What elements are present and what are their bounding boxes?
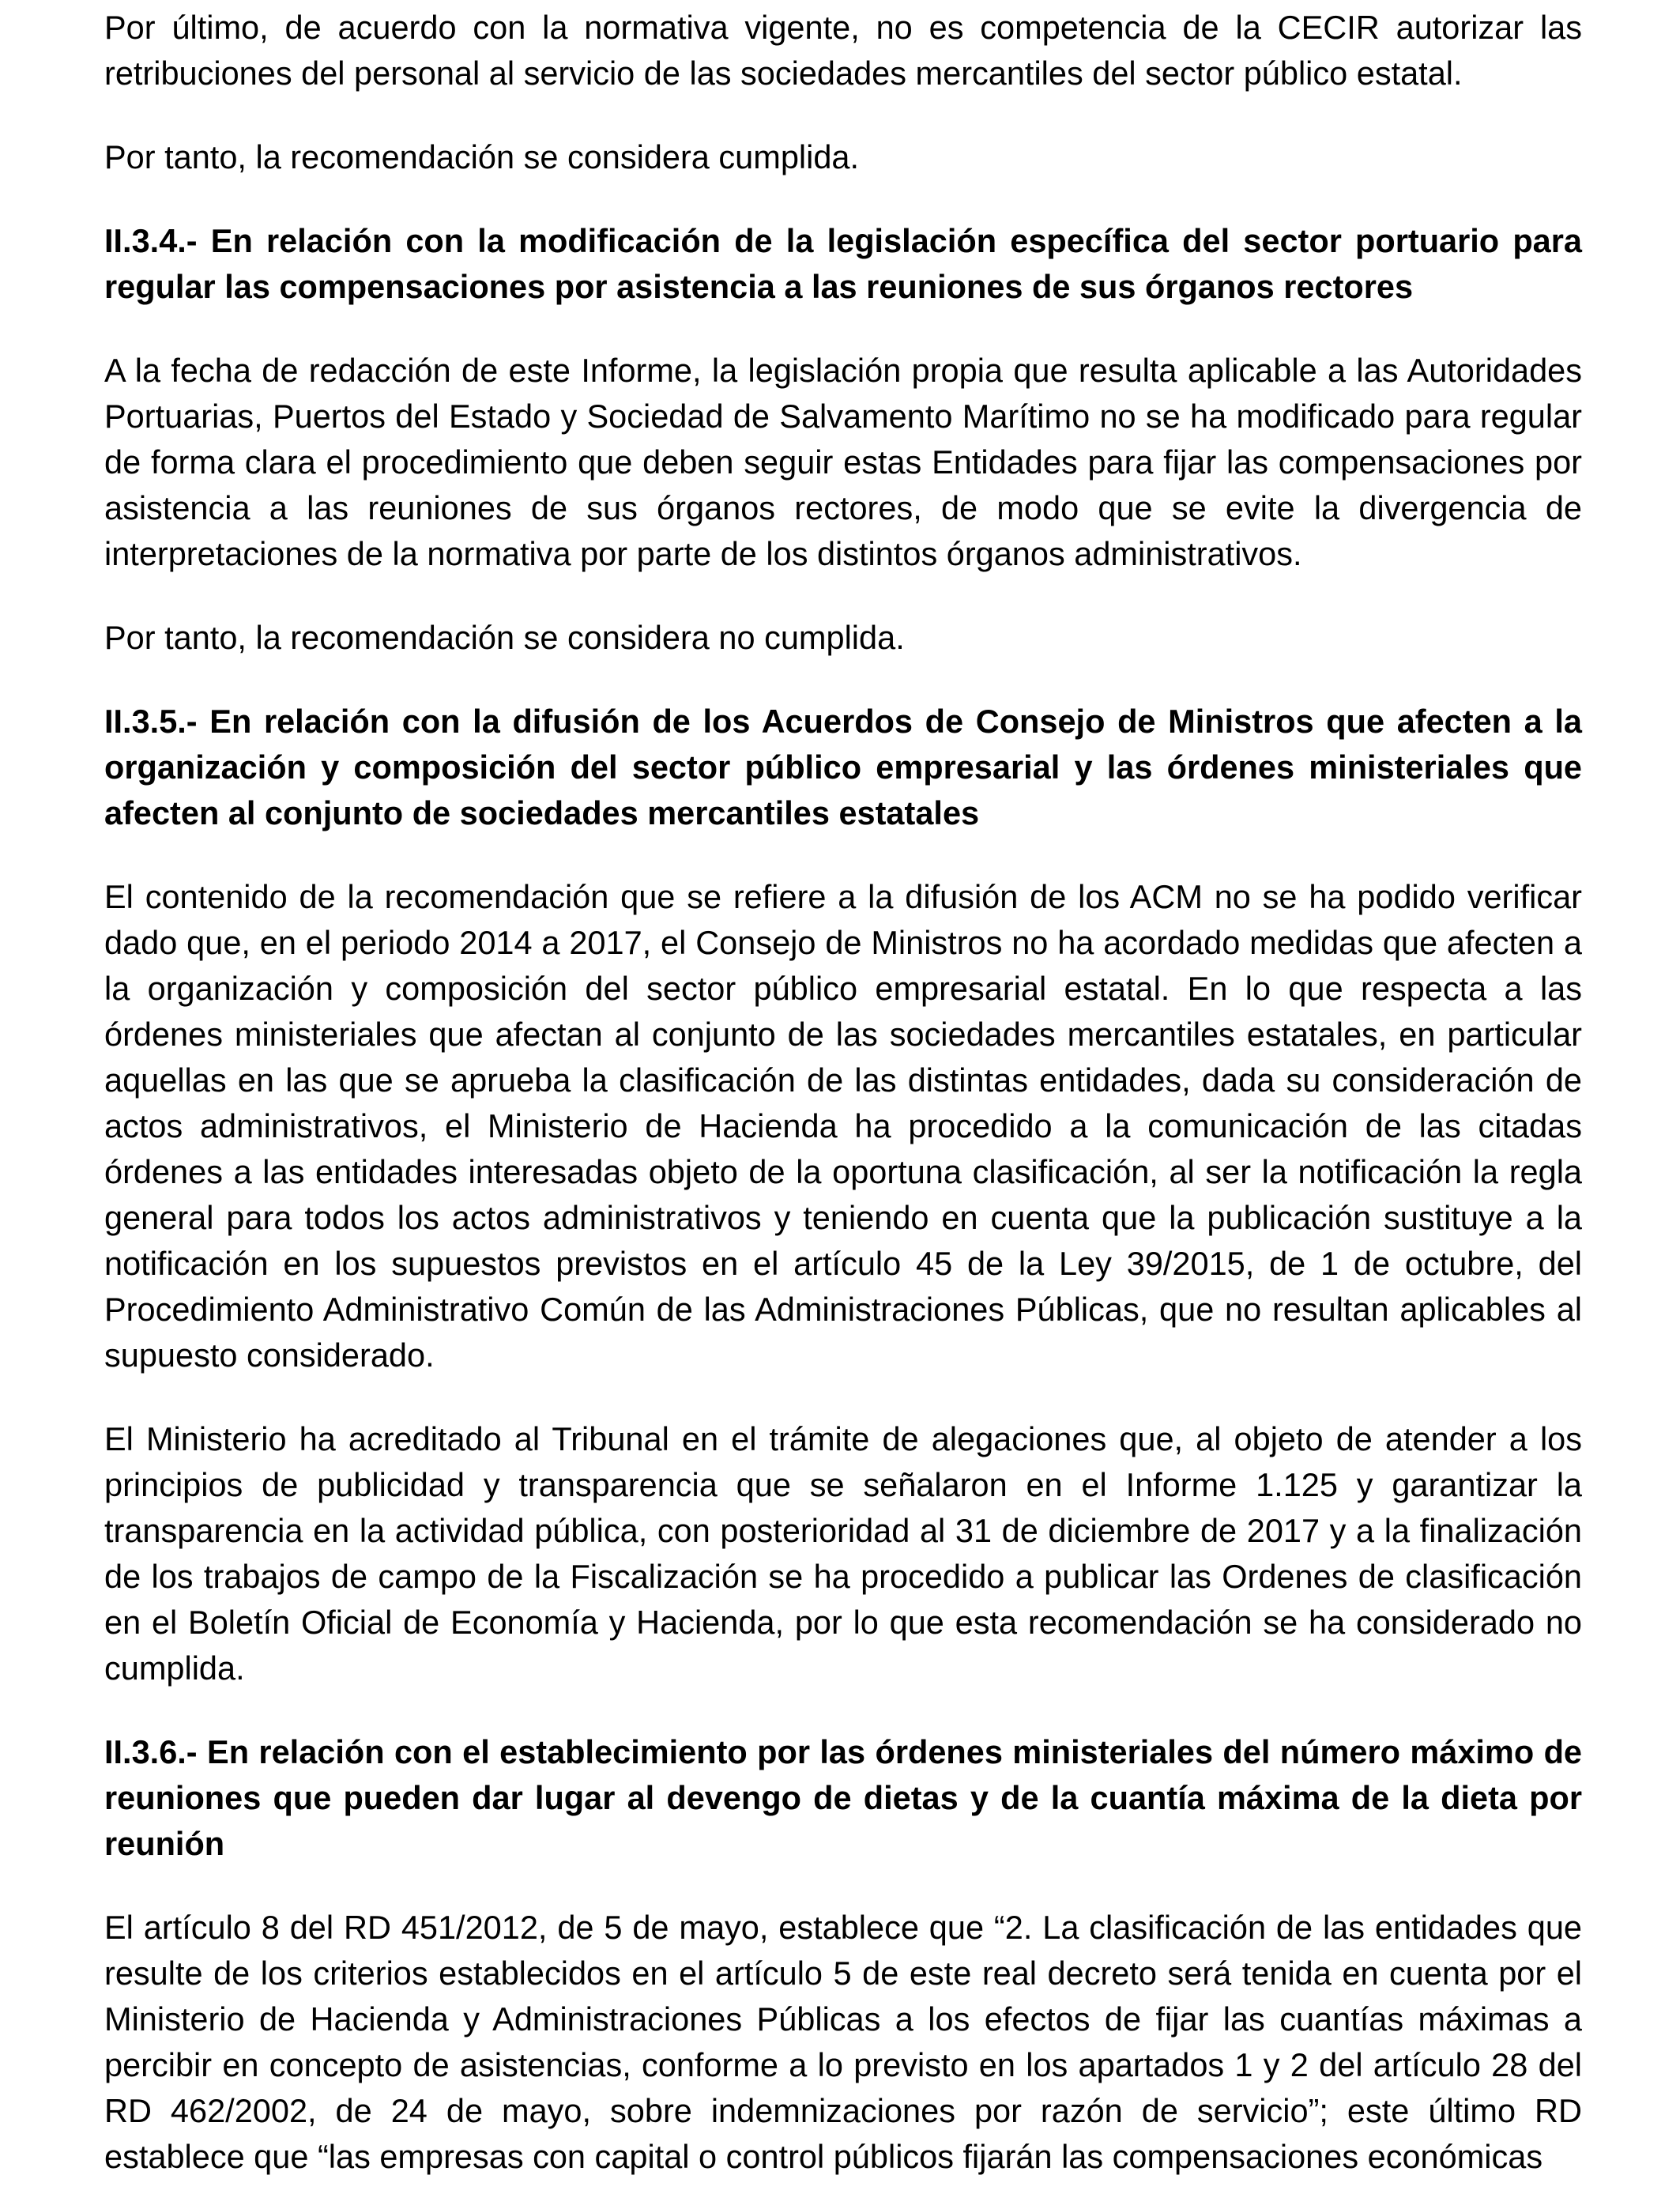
section-heading-2-3-4: II.3.4.- En relación con la modificación de la legislación específica del sector portuario para regular las compensaciones por asistencia a las reuniones de sus órganos rectores bbox=[104, 222, 1582, 305]
paragraph-conclusion-no-cumplida: Por tanto, la recomendación se considera no cumplida. bbox=[104, 619, 905, 656]
paragraph-cecir: Por último, de acuerdo con la normativa vigente, no es competencia de la CECIR autorizar las retribuciones del personal al servicio de las sociedades mercantiles del sector público estatal. bbox=[104, 9, 1582, 92]
paragraph-legislacion-portuaria: A la fecha de redacción de este Informe, la legislación propia que resulta aplicable a las Autoridades Portuarias, Puertos del Estado y Sociedad de Salvamento Marítimo no se ha modificado para regular de forma clara el procedimiento que deben seguir estas Entidades para fijar las compensaciones por asistencia a las reuniones de sus órganos rectores, de modo que se evite la divergencia de interpretaciones de la normativa por parte de los distintos órganos administrativos. bbox=[104, 352, 1582, 572]
section-heading-2-3-5: II.3.5.- En relación con la difusión de los Acuerdos de Consejo de Ministros que afecten a la organización y composición del sector público empresarial y las órdenes ministeriales que afecten al conjunto de sociedades mercantiles estatales bbox=[104, 703, 1582, 831]
paragraph-alegaciones-ministerio: El Ministerio ha acreditado al Tribunal en el trámite de alegaciones que, al objeto de atender a los principios de publicidad y transparencia que se señalaron en el Informe 1.125 y garantizar la transparencia en la actividad pública, con posterioridad al 31 de diciembre de 2017 y a la finalización de los trabajos de campo de la Fiscalización se ha procedido a publicar las Ordenes de clasificación en el Boletín Oficial de Economía y Hacienda, por lo que esta recomendación se ha considerado no cumplida. bbox=[104, 1420, 1582, 1687]
paragraph-conclusion-cumplida: Por tanto, la recomendación se considera cumplida. bbox=[104, 138, 860, 175]
paragraph-difusion-acm: El contenido de la recomendación que se refiere a la difusión de los ACM no se ha podido verificar dado que, en el periodo 2014 a 2017, el Consejo de Ministros no ha acordado medidas que afecten a la organización y composición del sector público empresarial estatal. En lo que respecta a las órdenes ministeriales que afectan al conjunto de las sociedades mercantiles estatales, en particular aquellas en las que se aprueba la clasificación de las distintas entidades, dada su consideración de actos administrativos, el Ministerio de Hacienda ha procedido a la comunicación de las citadas órdenes a las entidades interesadas objeto de la oportuna clasificación, al ser la notificación la regla general para todos los actos administrativos y teniendo en cuenta que la publicación sustituye a la notificación en los supuestos previstos en el artículo 45 de la Ley 39/2015, de 1 de octubre, del Procedimiento Administrativo Común de las Administraciones Públicas, que no resultan aplicables al supuesto considerado. bbox=[104, 878, 1582, 1374]
paragraph-rd-451-2012: El artículo 8 del RD 451/2012, de 5 de mayo, establece que “2. La clasificación de las entidades que resulte de los criterios establecidos en el artículo 5 de este real decreto será tenida en cuenta por el Ministerio de Hacienda y Administraciones Públicas a los efectos de fijar las cuantías máximas a percibir en concepto de asistencias, conforme a lo previsto en los apartados 1 y 2 del artículo 28 del RD 462/2002, de 24 de mayo, sobre indemnizaciones por razón de servicio”; este último RD establece que “las empresas con capital o control públicos fijarán las compensaciones económicas bbox=[104, 1909, 1582, 2175]
document-page bbox=[104, 5, 1582, 2180]
section-heading-2-3-6: II.3.6.- En relación con el establecimiento por las órdenes ministeriales del número máximo de reuniones que pueden dar lugar al devengo de dietas y de la cuantía máxima de la dieta por reunión bbox=[104, 1733, 1582, 1862]
